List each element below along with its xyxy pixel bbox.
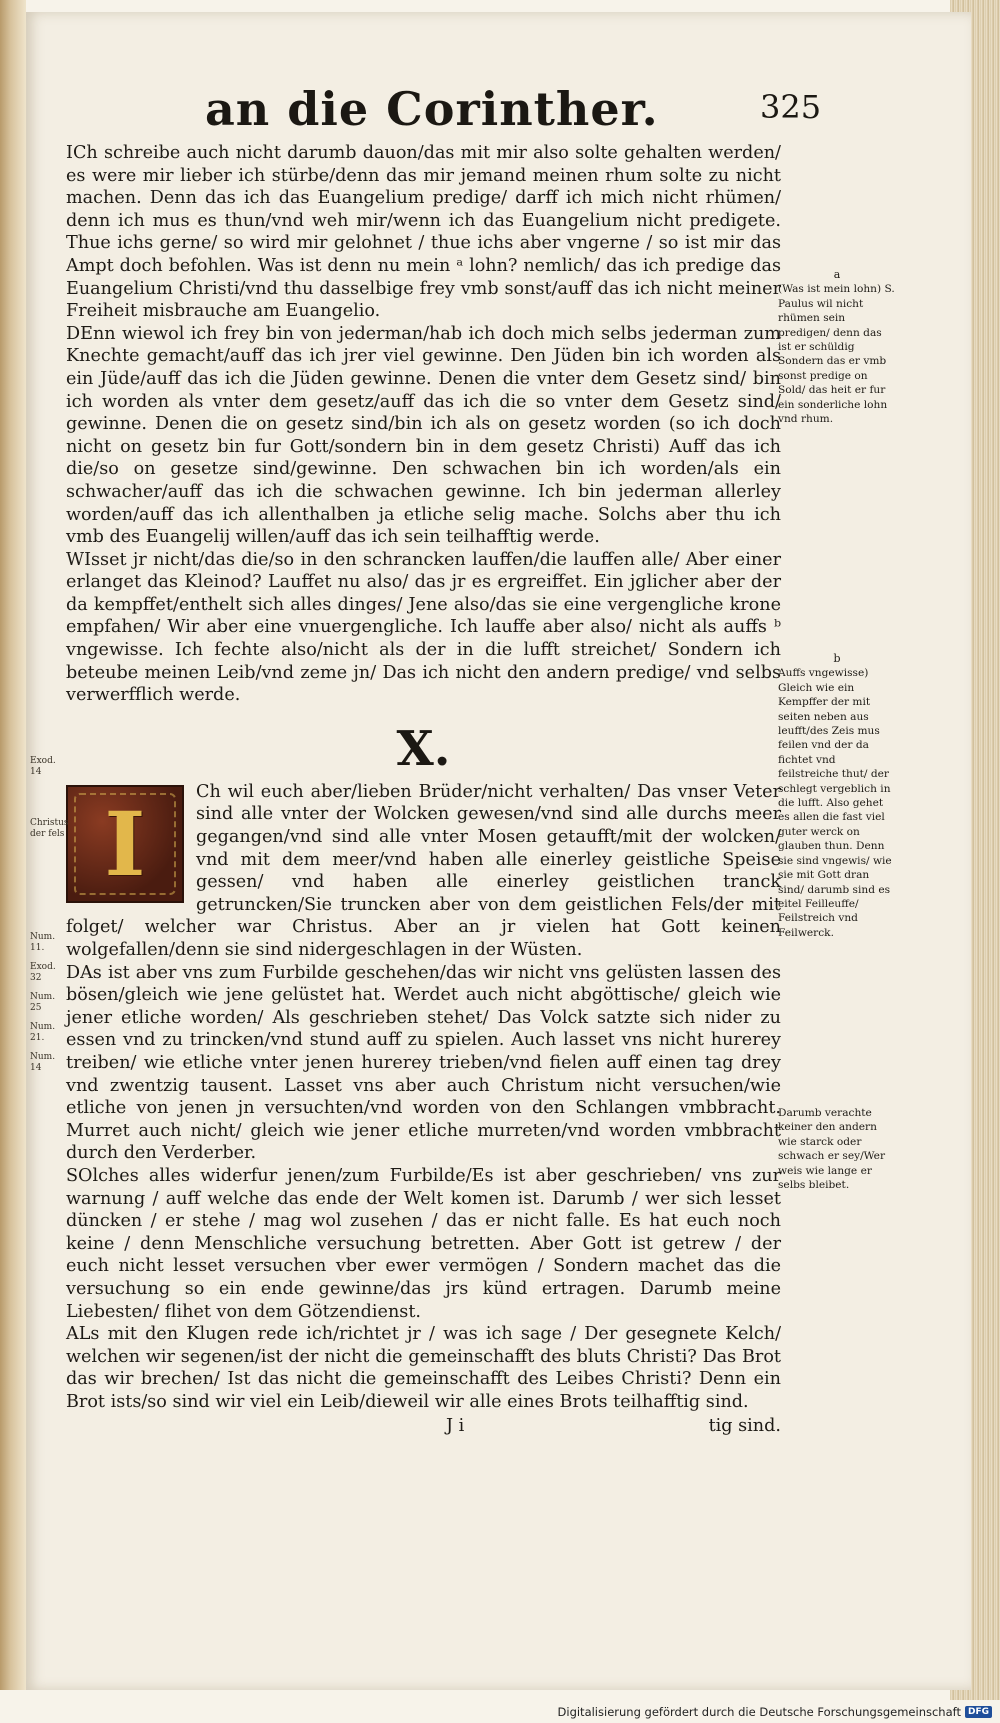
signature-mark: J i bbox=[446, 1416, 465, 1437]
note-text: (Was ist mein lohn) S. Paulus wil nicht rhümen sein predigen/ denn das ist er schüldig Sondern das er vmb sonst predige on Sold/ das heit er fur ein sonderliche lohn vnd rhum. bbox=[778, 283, 895, 426]
previous-page-edge bbox=[0, 0, 26, 1690]
dfg-logo-icon: DFG bbox=[965, 1706, 992, 1718]
note-mark: a bbox=[833, 268, 841, 281]
paragraph: DAs ist aber vns zum Furbilde geschehen/das wir nicht vns gelüsten lassen des bösen/gleich wie jene gelüstet hat. Werdet auch nicht abgöttische/ gleich wie jener etliche worden/ Als geschrieben stehet/ Das Volck satzte sich nider zu essen vnd zu trincken/vnd stund auff zu spielen. Auch lasset vns nicht hurerey treiben/ wie etliche vnter jenen hurerey trieben/vnd fielen auff einen tag drey vnd zwentzig tausent. Lasset vns aber auch Christum nicht versuchen/wie etliche von jenen jn versuchten/vnd worden von den Schlangen vmbbracht. Murret auch nicht/ gleich wie jener etliche murreten/vnd worden vmbbracht durch den Verderber. bbox=[66, 962, 781, 1164]
initial-letter: I bbox=[104, 791, 146, 896]
margin-ref: Num. 14 bbox=[30, 1052, 56, 1073]
margin-note-a bbox=[778, 268, 896, 426]
catchword: tig sind. bbox=[708, 1416, 781, 1437]
running-title: an die Corinther. bbox=[205, 82, 659, 136]
note-text: Darumb verachte keiner den andern wie starck oder schwach er sey/Wer weis wie lange er selbs bleibet. bbox=[778, 1107, 886, 1192]
paragraph: ALs mit den Klugen rede ich/richtet jr / was ich sage / Der gesegnete Kelch/ welchen wir segenen/ist der nicht die gemeinschafft des bluts Christi? Das Brot das wir brechen/ Ist das nicht die gemeinschafft des Leibes Christi? Denn ein Brot ists/so sind wir viel ein Leib/dieweil wir alle eines Brots teilhafftig sind. bbox=[66, 1324, 781, 1412]
paragraph: ICh schreibe auch nicht darumb dauon/das mit mir also solte gehalten werden/ es were mir lieber ich stürbe/denn das mir jemand meinen rhum solte zu nicht machen. Denn das ich das Euangelium predige/ darff ich mich nicht rhümen/ denn ich mus es thun/vnd weh mir/wenn ich das Euangelium nicht predigete. Thue ichs gerne/ so wird mir gelohnet / thue ichs aber vngerne / so ist mir das Ampt doch befohlen. Was ist denn nu mein ᵃ lohn? nemlich/ das ich predige das Euangelium Christi/vnd thu dasselbige frey vmb sonst/auff das ich nicht meiner Freiheit misbrauche am Euangelio. bbox=[66, 143, 781, 322]
margin-ref: Num. 21. bbox=[30, 1022, 56, 1043]
paragraph: WIsset jr nicht/das die/so in den schrancken lauffen/die lauffen alle/ Aber einer erlanget das Kleinod? Lauffet nu also/ das jr es ergreiffet. Ein jglicher aber der da kempffet/enthelt sich alles dinges/ Jene also/das sie eine vergengliche krone empfahen/ Wir aber eine vnuergengliche. Ich lauffe aber also/ nicht als auffs ᵇ vngewisse. Ich fechte also/nicht als der in die lufft streichet/ Sondern ich beteube meinen Leib/vnd zeme jn/ Das ich nicht den andern predige/ vnd selbs verwerfflich werde. bbox=[66, 549, 781, 706]
paragraph: Ch wil euch aber/lieben Brüder/nicht verhalten/ Das vnser Veter sind alle vnter der Wolcken gewesen/vnd sind alle durchs meer gegangen/vnd sind alle vnter Mosen getaufft/mit der wolcken/ vnd mit dem meer/vnd haben alle einerley geistliche Speise gessen/ vnd haben alle einerley geistlichen tranck getruncken/Sie truncken aber von dem geistlichen Fels/der mit folget/ welcher war Christus. Aber an jr vielen hat Gott keinen wolgefallen/denn sie sind nidergeschlagen in der Wüsten. bbox=[66, 781, 781, 960]
main-text-block bbox=[66, 142, 781, 1438]
page-number: 325 bbox=[760, 88, 822, 126]
margin-ref: Num. 25 bbox=[30, 992, 56, 1013]
margin-ref: Exod. 32 bbox=[30, 962, 56, 983]
margin-ref: Num. 11. bbox=[30, 932, 56, 953]
margin-ref: Exod. 14 bbox=[30, 756, 56, 777]
chapter-opening bbox=[66, 781, 781, 962]
chapter-heading: X. bbox=[396, 720, 451, 777]
decorated-initial bbox=[66, 785, 184, 903]
paragraph: SOlches alles widerfur jenen/zum Furbilde/Es ist aber geschrieben/ vns zur warnung / auff welche das ende der Welt komen ist. Darumb / wer sich lesset düncken / er stehe / mag wol zusehen / das er nicht falle. Es hat euch noch keine / denn Menschliche versuchung betretten. Aber Gott ist getrew / der euch nicht lesset versuchen vber ewer vermögen / Sondern machet das die versuchung so ein ende gewinne/das jrs künd ertragen. Darumb meine Liebesten/ flihet von dem Götzendienst. bbox=[66, 1165, 781, 1322]
paragraph: DEnn wiewol ich frey bin von jederman/hab ich doch mich selbs jederman zum Knechte gemacht/auff das ich jrer viel gewinne. Den Jüden bin ich worden als ein Jüde/auff das ich die Jüden gewinne. Denen die vnter dem Gesetz sind/ bin ich worden als vnter dem gesetz/auff das ich die so vnter dem Gesetz sind/ gewinne. Denen die on gesetz sind/bin ich als on gesetz worden (so ich doch nicht on gesetz bin fur Gott/sondern bin in dem gesetz Christi) Auff das ich die/so on gesetze sind/gewinne. Den schwachen bin ich worden/als ein schwacher/auff das ich die schwachen gewinne. Ich bin jederman allerley worden/auff das ich allenthalben ja etliche selig mache. Solchs aber thu ich vmb des Euangelij willen/auff das ich sein teilhafftig werde. bbox=[66, 323, 781, 548]
margin-ref: Christus der fels bbox=[30, 818, 69, 839]
margin-note-c bbox=[778, 1106, 896, 1192]
note-text: Auffs vngewisse) Gleich wie ein Kempffer der mit seiten neben aus leufft/des Zeis mus feilen vnd der da fichtet vnd feilstreiche thut/ der schlegt vergeblich in die lufft. Also gehet es allen die fast viel guter werck on glauben thun. Denn sie sind vngewis/ wie sie mit Gott dran sind/ darumb sind es eitel Feilleuffe/ Feilstreich vnd Feilwerck. bbox=[778, 667, 892, 939]
credit-text: Digitalisierung gefördert durch die Deutsche Forschungsgemeinschaft bbox=[557, 1705, 961, 1719]
note-mark: b bbox=[833, 652, 841, 665]
catchword-line bbox=[66, 1415, 781, 1438]
margin-note-b bbox=[778, 652, 896, 940]
footer-credit bbox=[558, 1705, 992, 1719]
